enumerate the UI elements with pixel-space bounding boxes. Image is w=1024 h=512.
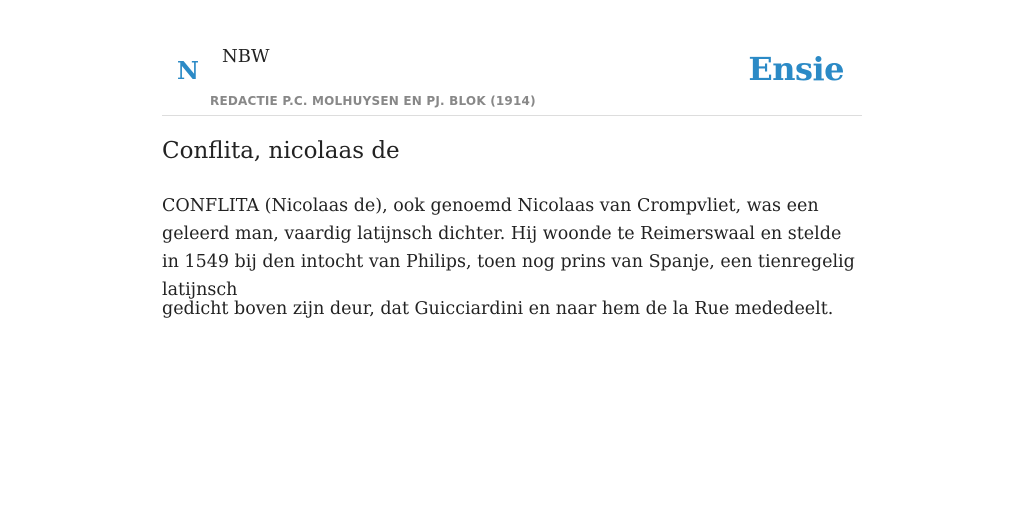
source-abbreviation: NBW [222, 46, 270, 67]
source-editors: REDACTIE P.C. MOLHUYSEN EN PJ. BLOK (1914) [210, 94, 536, 108]
article-paragraph: gedicht boven zijn deur, dat Guicciardini en naar hem de la Rue mededeelt. [162, 299, 834, 319]
article-paragraph: CONFLITA (Nicolaas de), ook genoemd Nicolaas van Crompvliet, was een geleerd man, vaardig latijnsch dichter. Hij woonde te Reimerswaal en stelde in 1549 bij den intocht van Philips, toen nog prins van Spanje, een tienregelig latijnsch [162, 196, 855, 300]
brand-logo[interactable]: Ensie [748, 50, 844, 88]
header [162, 0, 862, 116]
page [162, 0, 862, 512]
page-title: Conflita, nicolaas de [162, 138, 400, 164]
logo-link[interactable]: N [177, 56, 199, 85]
